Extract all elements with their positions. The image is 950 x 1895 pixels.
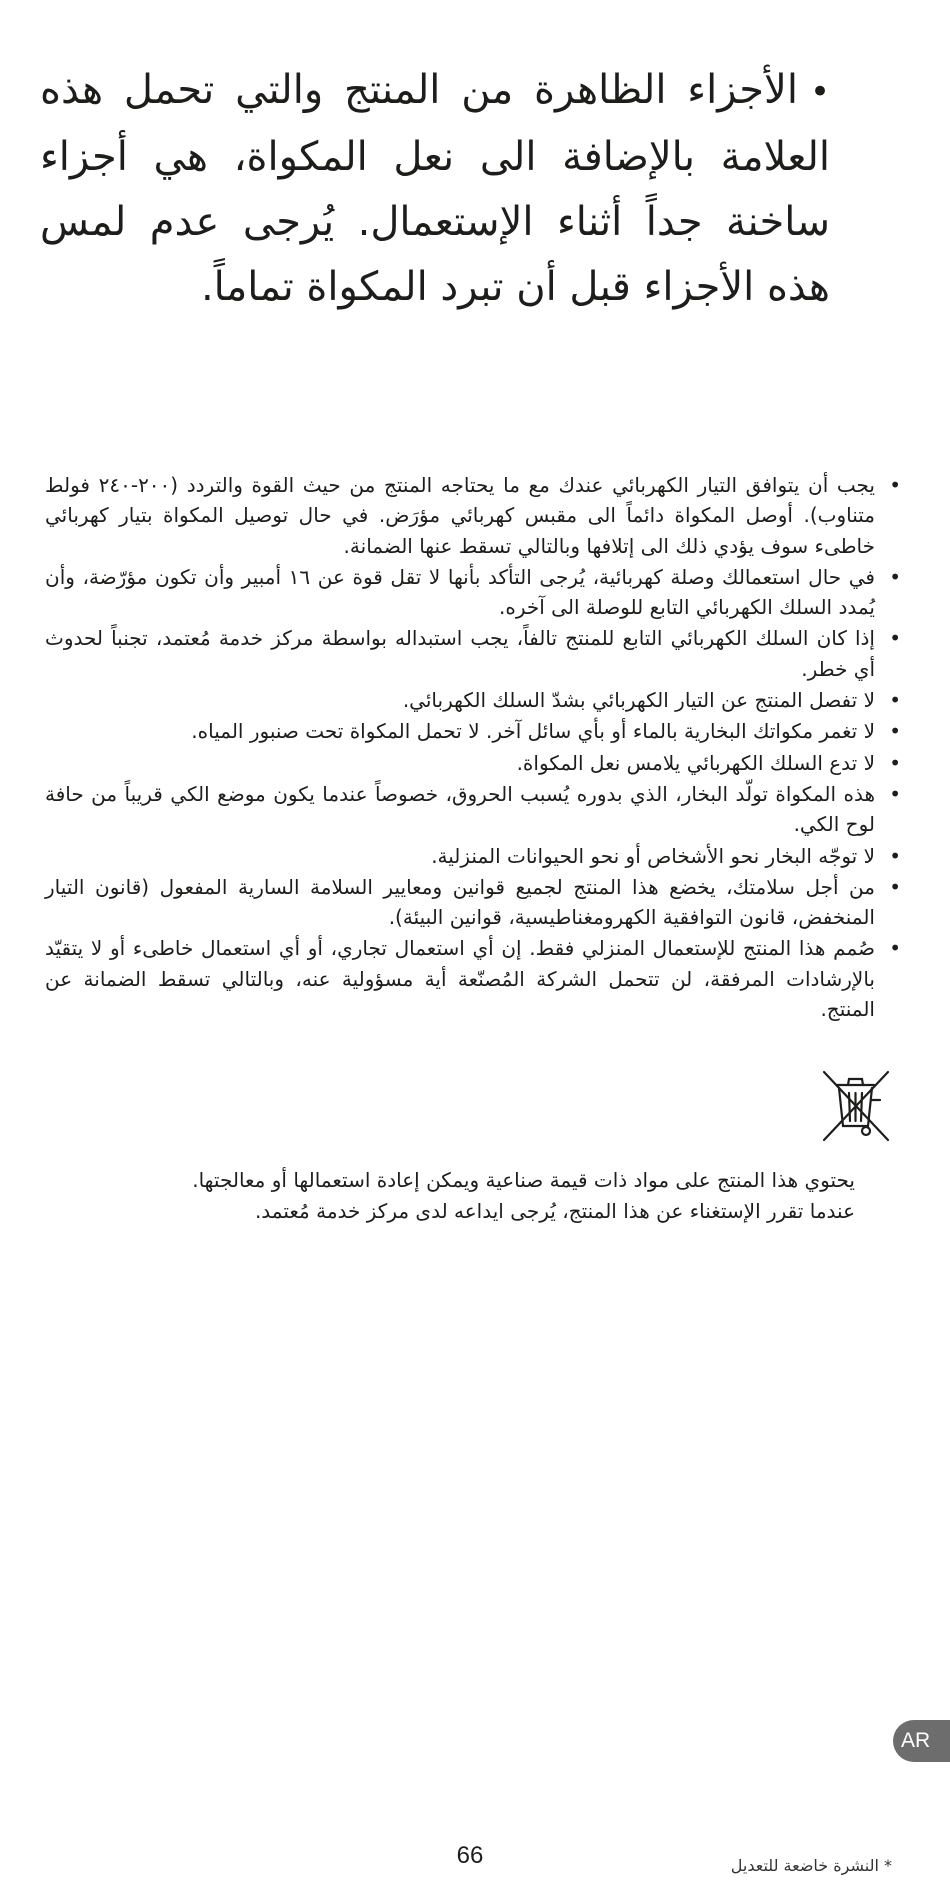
footnote: * النشرة خاضعة للتعديل <box>730 1856 892 1875</box>
recycling-line-2: عندما تقرر الإستغناء عن هذا المنتج، يُرجى ايداعه لدى مركز خدمة مُعتمد. <box>254 1199 855 1223</box>
recycling-line-1: يحتوي هذا المنتج على مواد ذات قيمة صناعية ويمكن إعادة استعمالها أو معالجتها. <box>192 1168 855 1192</box>
list-item: • لا توجّه البخار نحو الأشخاص أو نحو الحيوانات المنزلية. <box>45 841 875 871</box>
list-item: • صُمم هذا المنتج للإستعمال المنزلي فقط. إن أي استعمال تجاري، أو أي استعمال خاطىء أو لا يتقيّد بالإرشادات المرفقة، لن تتحمل الشركة المُصنّعة أية مسؤولية عنه، وبالتالي تسقط الضمانة عن المنتج. <box>45 933 875 1024</box>
list-item: • إذا كان السلك الكهربائي التابع للمنتج تالفاً، يجب استبداله بواسطة مركز خدمة مُعتمد، تجنباً لحدوث أي خطر. <box>45 623 875 684</box>
crossed-out-bin-icon <box>818 1068 893 1144</box>
list-item: • في حال استعمالك وصلة كهربائية، يُرجى التأكد بأنها لا تقل قوة عن ١٦ أمبير وأن تكون مؤرّضة، وأن يُمدد السلك الكهربائي التابع للوصلة الى آخره. <box>45 562 875 623</box>
safety-instructions-list <box>45 470 903 1025</box>
recycling-notice <box>120 1165 855 1227</box>
hot-surface-warning <box>40 58 830 320</box>
language-badge: AR <box>893 1720 950 1762</box>
list-item: • يجب أن يتوافق التيار الكهربائي عندك مع ما يحتاجه المنتج من حيث القوة والتردد (٢٠٠-٢٤٠ فولط متناوب). أوصل المكواة دائماً الى مقبس كهربائي مؤرَض. في حال توصيل المكواة بتيار كهربائي خاطىء سوف يؤدي ذلك الى إتلافها وبالتالي تسقط عنها الضمانة. <box>45 470 875 561</box>
list-item: • لا تغمر مكواتك البخارية بالماء أو بأي سائل آخر. لا تحمل المكواة تحت صنبور المياه. <box>45 716 875 746</box>
page-number: 66 <box>456 1842 484 1869</box>
list-item: • لا تدع السلك الكهربائي يلامس نعل المكواة. <box>45 748 875 778</box>
warning-bullet: • <box>809 72 830 112</box>
list-item: • هذه المكواة تولّد البخار، الذي بدوره يُسبب الحروق، خصوصاً عندما يكون موضع الكي قريباً من حافة لوح الكي. <box>45 779 875 840</box>
list-item: • من أجل سلامتك، يخضع هذا المنتج لجميع قوانين ومعايير السلامة السارية المفعول (قانون التيار المنخفض، قانون التوافقية الكهرومغناطيسية، قوانين البيئة). <box>45 872 875 933</box>
list-item: • لا تفصل المنتج عن التيار الكهربائي بشدّ السلك الكهربائي. <box>45 685 875 715</box>
warning-text: الأجزاء الظاهرة من المنتج والتي تحمل هذه العلامة بالإضافة الى نعل المكواة، هي أجزاء ساخنة جداً أثناء الإستعمال. يُرجى عدم لمس هذه الأجزاء قبل أن تبرد المكواة تماماً. <box>40 67 830 310</box>
